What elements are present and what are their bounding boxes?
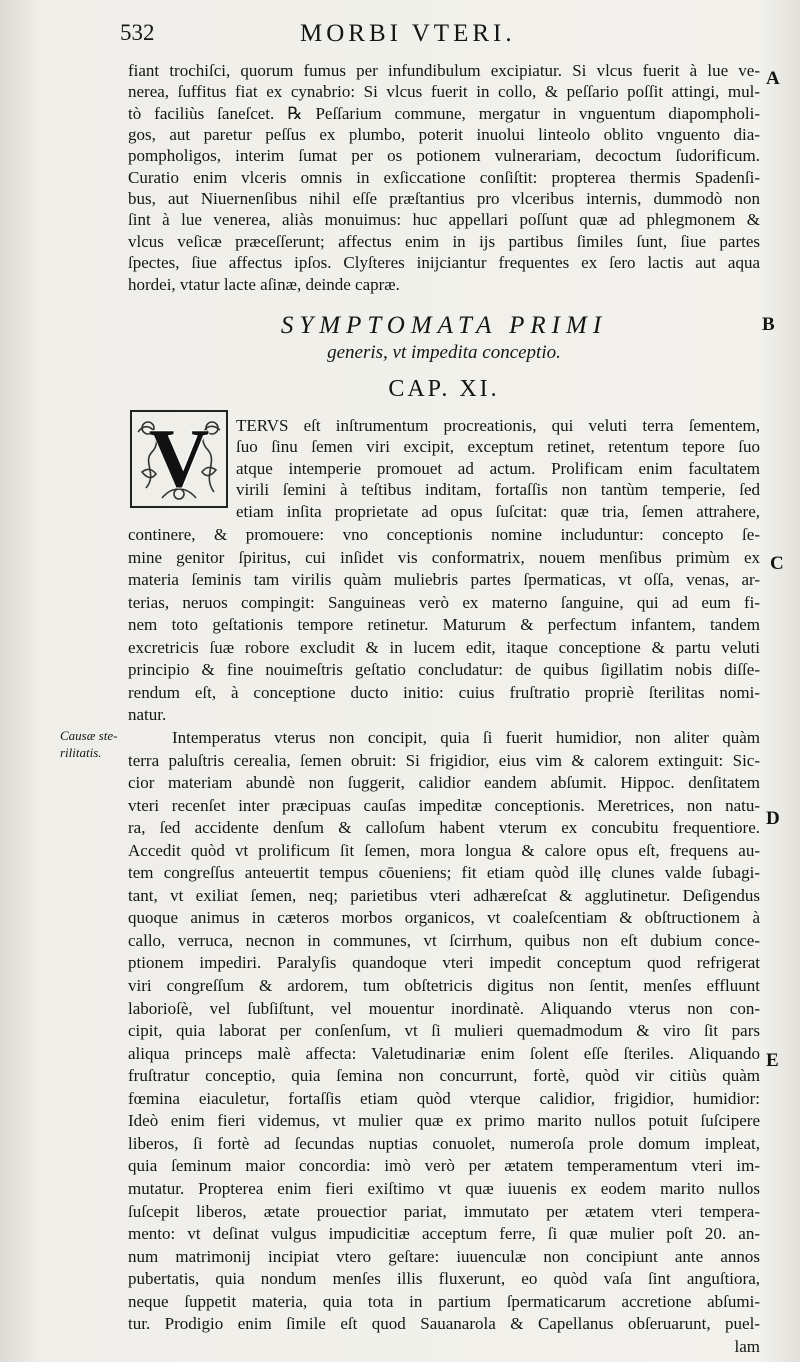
margin-letter: E [766,1050,779,1071]
text-line: hordei, vtatur lacte aſinæ, deinde capræ. [128,274,400,294]
text-line: ſpectes, ſiue affectus ipſos. Clyſteres inijciantur frequentes ex ſero lactis aut aqua [128,253,760,273]
running-head: MORBI VTERI. [300,20,516,47]
text-line: Accedit quòd vt prolificum ſit ſemen, mora longua & calore opus eſt, frequens au- [128,840,760,860]
margin-letter: D [766,808,780,829]
text-line: materia ſeminis tam virilis quàm muliebris partes ſpermaticas, vt oſſa, venas, ar- [128,570,760,590]
decorated-initial [130,410,228,508]
text-line: Ideò enim fieri videmus, vt mulier quæ ex primo marito nullos potuit ſuſcipere [128,1111,760,1131]
margin-note-line: Causæ ste- [60,728,118,743]
text-line: tur. Prodigio enim ſimile eſt quod Sauanarola & Capellanus obſeruarunt, puel- [128,1314,760,1334]
section-title: SYMPTOMATA PRIMI [280,312,608,339]
text-line: fruſtratur conceptio, quia ſemina non concurrunt, fortè, quòd vir citiùs quàm [128,1066,760,1086]
text-line: quoque animus in cæteros morbos organicos, vt coaleſcentiam & obſtructionem à [128,908,760,928]
text-line: fiant trochiſci, quorum fumus per infundibulum excipiatur. Si vlcus fuerit à lue ve- [128,61,760,80]
text-line: atque intemperie promouet ad actum. Prolificam enim facultatem [236,458,760,478]
text-line: liberos, ſi fortè ad ſecundas nuptias conuolet, numeroſa prole domum impleat, [128,1133,760,1153]
text-line: neque ſuppetit materia, quia tota in partium ſpermaticarum accretione abſumi- [128,1291,760,1311]
text-line: cior materiam abundè non ſuggerit, calidior eandem abſumit. Hippoc. denſitatem [128,773,760,793]
text-line: TERVS eſt inſtrumentum procreationis, qui veluti terra ſementem, [236,416,760,435]
margin-letter: B [762,314,775,335]
text-line: ptionem impediri. Paralyſis quandoque vteri impedit conceptum quod refrigerat [128,953,760,973]
text-line: vteri recenſet inter præcipuas cauſas impeditæ conceptionis. Meretrices, non natu- [128,795,760,815]
text-line: ſint à lue venerea, aliàs monuimus: huc appellari poſſunt quæ ad phlegmonem & [128,210,760,230]
text-line: mutatur. Propterea enim fieri exiſtimo vt quæ iuuenis ex eodem marito nullos [128,1178,760,1198]
text-line: mine genitor ſpiritus, cui inſidet vis conformatrix, nouem menſibus primùm ex [128,547,760,567]
margin-letter: C [770,553,784,574]
text-line: principio & fine nouimeſtris geſtatio concludatur: de quibus ſigillatim nobis diſſe- [128,660,760,680]
section-subtitle: generis, vt impedita conceptio. [327,342,561,363]
drop-initial-letter: V [148,412,210,505]
catchword: lam [734,1336,760,1356]
text-line: vlcus veſicæ præceſſerunt; affectus enim in ijs partibus ſimiles ſunt, ſiue partes [128,231,760,251]
text-line: cipit, quia laborat per conſenſum, vt ſi mulieri quemadmodum & viro ſit pars [128,1021,760,1041]
text-line: natur. [128,705,167,725]
text-line: terias, neruos compingit: Sanguineas verò ex materno ſanguine, qui ad eum fi- [128,592,760,612]
text-line: nem toto geſtationis tempore retinetur. Maturum & perfectum infantem, tandem [128,615,760,635]
text-line: virili ſemini à teſtibus inditam, fortaſſis non tantùm temperie, ſed [236,480,760,500]
paragraph-start-line: Intemperatus vterus non concipit, quia ſi fuerit humidior, non aliter quàm [172,727,760,747]
text-line: laborioſè, vel ſubſiſtunt, vel mouentur inordinatè. Aliquando vterus non con- [128,998,760,1018]
text-line: ra, ſed accidente denſum & calloſum habent vterum ex concubitu frequentiore. [128,818,760,838]
text-line: fœmina eiaculetur, fortaſſis etiam quòd vterque calidior, frigidior, humidior: [128,1088,760,1108]
chapter-heading: CAP. XI. [388,376,500,402]
text-line: pubertatis, quia nondum menſes illis fluxerunt, eo quòd vaſa ſint anguſtiora, [128,1269,760,1289]
text-line: tem congreſſus anteuertit tempus cōueniens; fit etiam quòd illę clunes valde ſubagi- [128,863,760,883]
text-line: pompholigos, interim ſumat per os potionem vulnerariam, decoctum ſudorificum. [128,146,760,166]
text-line: num matrimonij incipiat vtero geſtare: iuuenculæ non concipiunt ante annos [128,1246,760,1266]
text-line: continere, & promouere: vno conceptionis nomine includuntur: concepto ſe- [128,525,760,544]
margin-note-line: rilitatis. [60,745,102,760]
text-line: gos, aut paretur peſſus ex plumbo, poterit inuolui linteolo oblito vnguento dia- [128,125,760,145]
text-line: aliqua princeps malè affecta: Valetudinariæ enim ſolent eſſe ſteriles. Aliquando [128,1043,760,1063]
text-line: tò faciliùs ſaneſcet. ℞ Peſſarium commune, mergatur in vnguentum diapompholi- [128,103,760,123]
text-line: etiam inſita proprietate ad opus ſuſcitat: quæ tria, ſemen attrahere, [236,501,760,521]
text-line: ſuſcepit liberos, ætate prouectior pariat, immutato per ætatem vteri tempera- [128,1201,760,1221]
text-line: quia ſeminum maior concordia: imò verò per ætatem temperamentum vteri im- [128,1156,760,1176]
text-line: terra paluſtris cerealia, ſemen obruit: Si frigidior, eius vim & calorem extinguit: Sic- [128,750,760,770]
text-line: callo, verruca, necnon in communes, vt ſcirrhum, quibus non eſt dubium conce- [128,930,760,950]
text-line: Curatio enim vlceris omnis in exſiccatione conſiſtit: propterea thermis Spadenſi- [128,167,760,187]
text-line: viri congreſſum & ardorem, tum obſtetricis digitus non ſentit, menſes effluunt [128,976,760,995]
margin-letter: A [766,68,780,89]
text-line: nerea, ſuffitus fiat ex cynabrio: Si vlcus fuerit in collo, & peſſario poſſit attingi, mul- [128,82,760,102]
text-line: mento: vt deſinat vulgus impudicitiæ acceptum ferre, ſi quæ mulier poſt 20. an- [128,1224,760,1244]
text-line: excretricis ſuæ robore excludit & in lucem edit, itaque conceptione & partu veluti [128,637,760,657]
text-line: ſuo ſinu ſemen viri excipit, exceptum retinet, retentum tepore ſuo [236,437,760,457]
text-line: tant, vt exiliat ſemen, neq; parietibus vteri adhæreſcat & agglutinetur. Deſigendus [128,885,760,905]
text-line: rendum eſt, à conceptione ducto initio: cuius fruſtratio propriè ſterilitas nomi- [128,682,760,702]
text-line: bus, aut Niuernenſibus nihil eſſe præſtantius pro vlceribus internis, dummodò non [128,189,760,209]
page-number: 532 [120,20,155,45]
margin-note [60,727,124,761]
